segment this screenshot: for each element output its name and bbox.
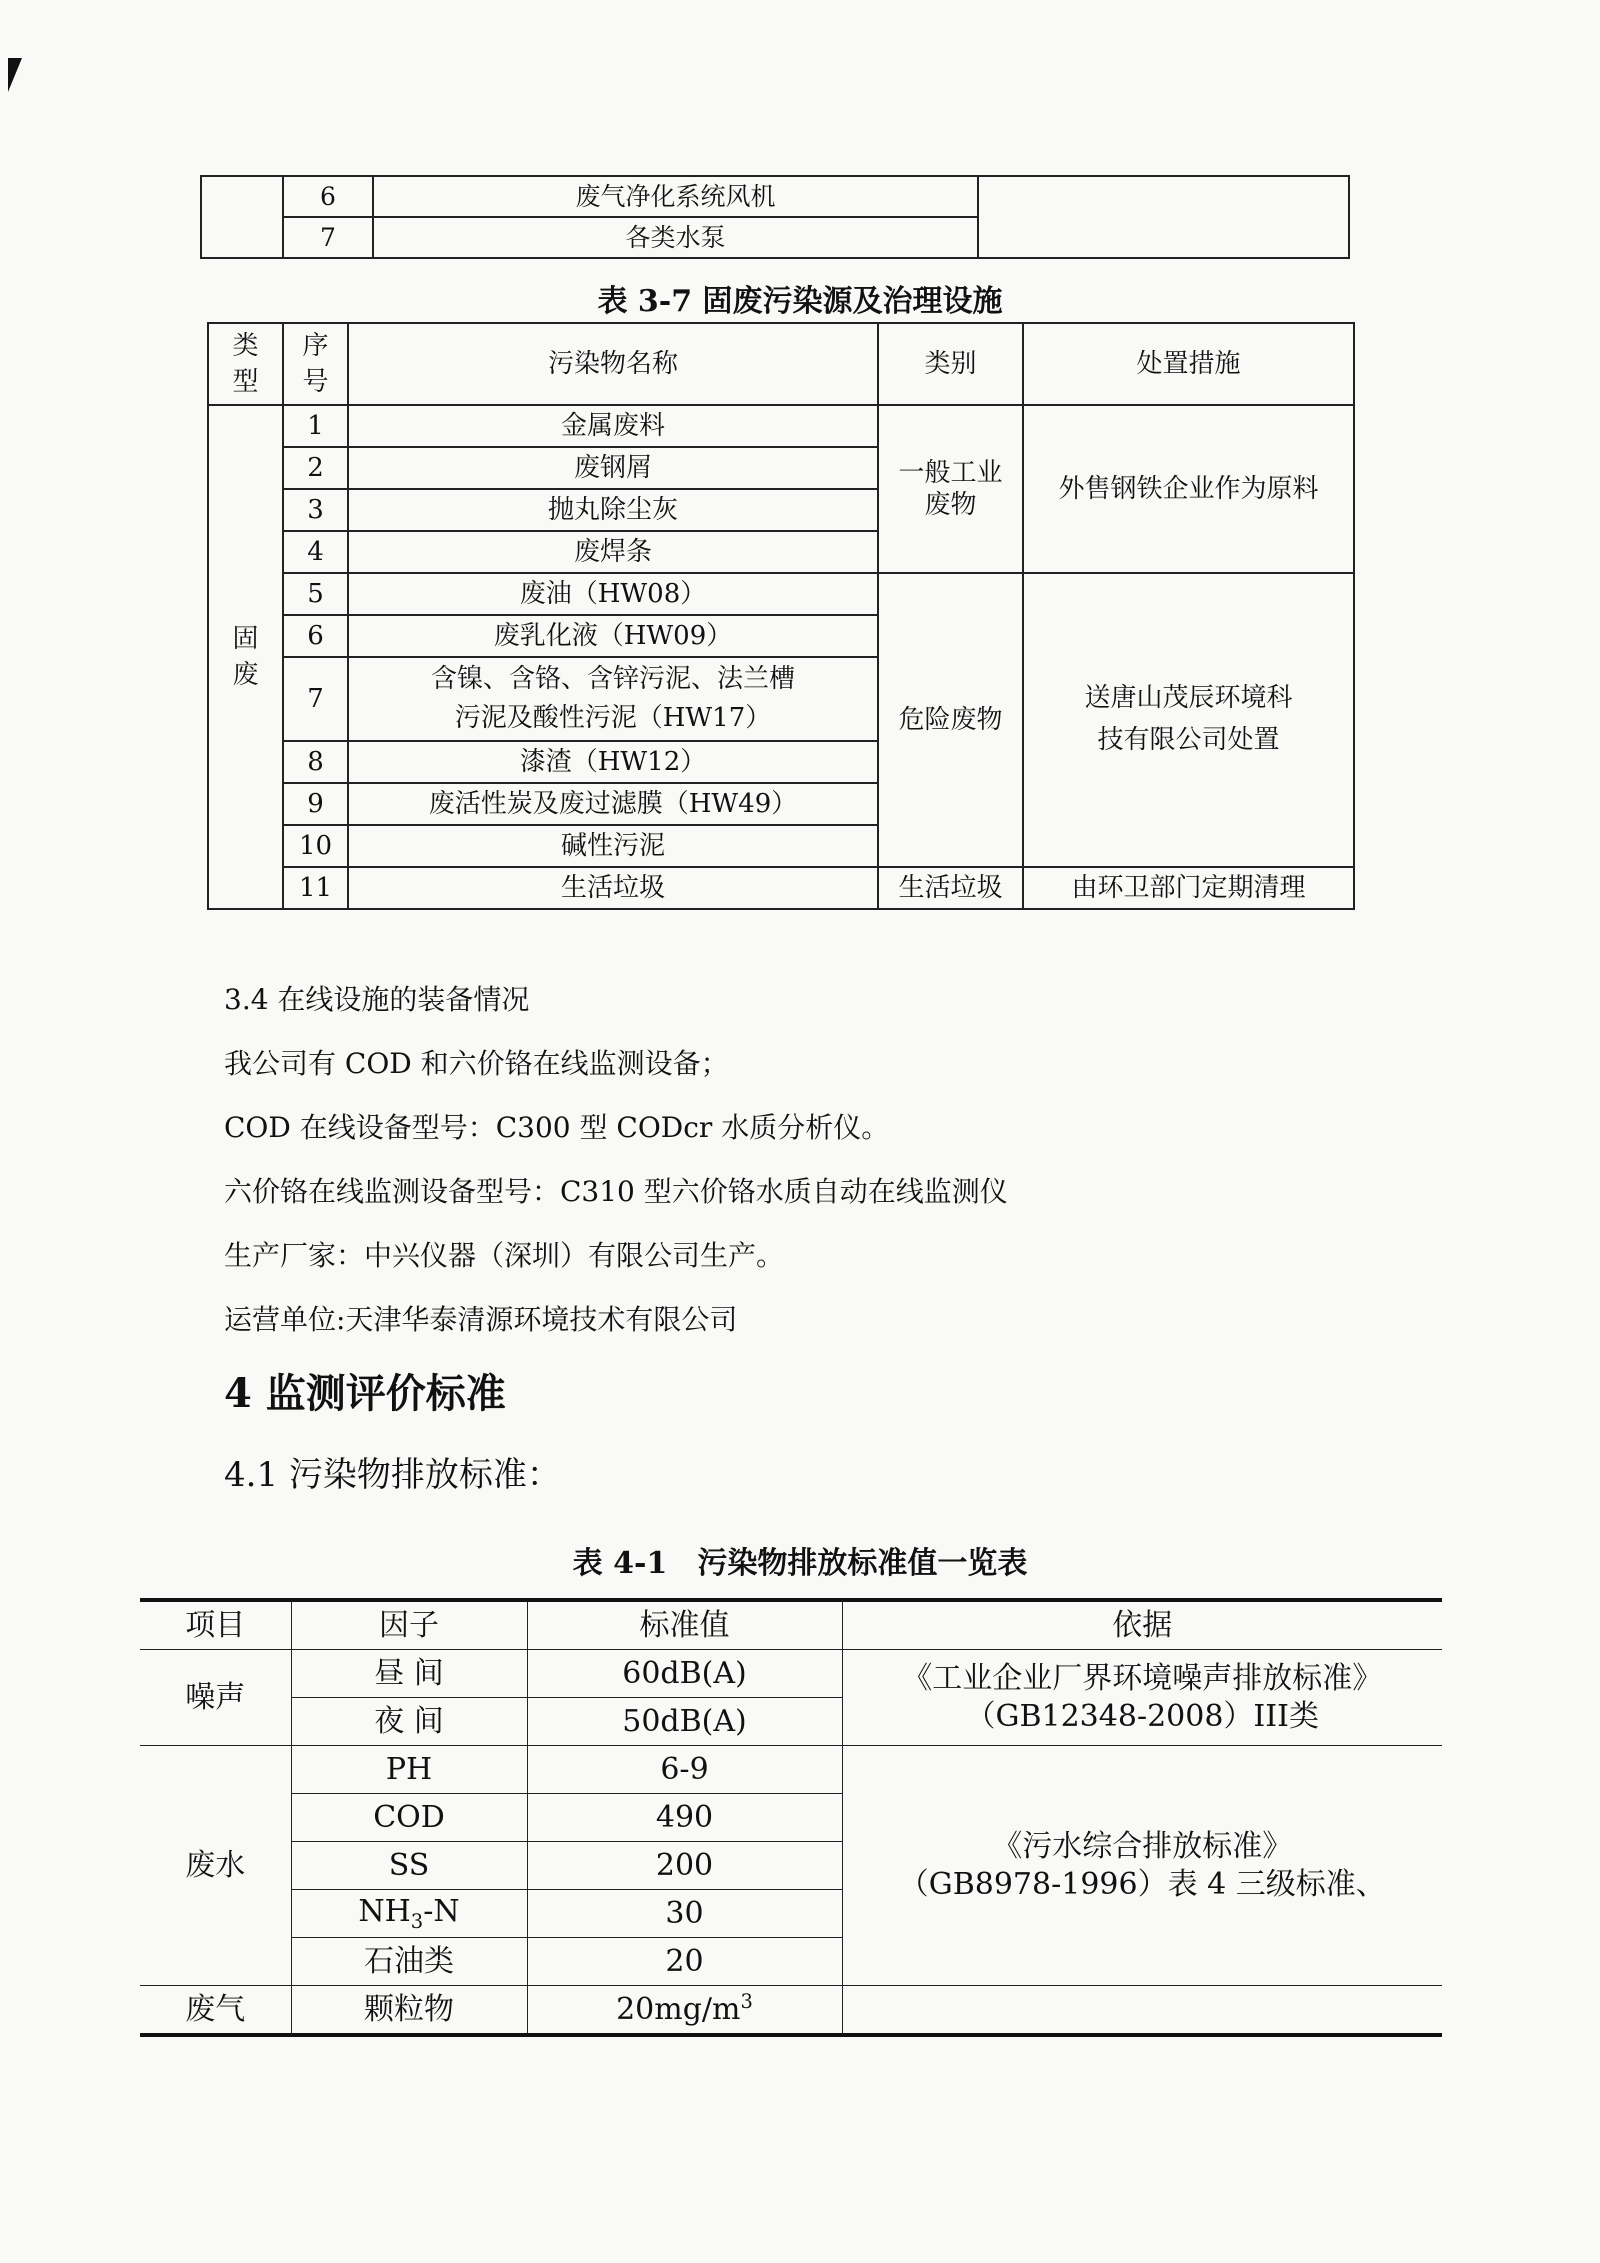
value-cell: 200	[527, 1842, 842, 1890]
waste-name: 废乳化液（HW09）	[348, 615, 878, 657]
header-disposal: 处置措施	[1023, 323, 1354, 405]
table-header-row	[140, 1600, 1442, 1650]
value-cell: 6-9	[527, 1746, 842, 1794]
category-cell: 一般工业废物	[878, 405, 1023, 573]
table-row	[208, 405, 1354, 447]
paragraph-line: 我公司有 COD 和六价铬在线监测设备；	[224, 1047, 729, 1080]
table-header-row	[208, 323, 1354, 405]
section-3-4-heading: 3.4 在线设施的装备情况	[224, 983, 530, 1016]
row-number: 9	[283, 783, 348, 825]
header-category: 类别	[878, 323, 1023, 405]
table-row	[140, 1746, 1442, 1794]
value-cell: 60dB(A)	[527, 1650, 842, 1698]
table-row	[201, 176, 1349, 217]
item-cell: 噪声	[140, 1650, 291, 1746]
row-number: 1	[283, 405, 348, 447]
equipment-name: 废气净化系统风机	[373, 176, 978, 217]
paragraph-line: COD 在线设备型号：C300 型 CODcr 水质分析仪。	[224, 1111, 890, 1144]
value-cell: 50dB(A)	[527, 1698, 842, 1746]
item-cell: 废气	[140, 1986, 291, 2036]
category-cell: 生活垃圾	[878, 867, 1023, 909]
row-number: 7	[283, 217, 373, 258]
category-cell: 危险废物	[878, 573, 1023, 867]
header-factor: 因子	[291, 1600, 527, 1650]
row-number: 5	[283, 573, 348, 615]
factor-cell: SS	[291, 1842, 527, 1890]
waste-name: 废活性炭及废过滤膜（HW49）	[348, 783, 878, 825]
row-number: 11	[283, 867, 348, 909]
basis-line: （GB8978-1996）表 4 三级标准、	[898, 1866, 1386, 1902]
factor-cell: $NH_3-N$	[291, 1890, 527, 1938]
row-number: 7	[283, 657, 348, 741]
waste-name: 生活垃圾	[348, 867, 878, 909]
header-type: 类型	[208, 323, 283, 405]
row-number: 10	[283, 825, 348, 867]
table-cell	[201, 176, 283, 258]
row-number: 3	[283, 489, 348, 531]
waste-name: 碱性污泥	[348, 825, 878, 867]
value-cell: $20mg/m^3$	[527, 1986, 842, 2036]
row-number: 2	[283, 447, 348, 489]
factor-cell: COD	[291, 1794, 527, 1842]
waste-name: 废焊条	[348, 531, 878, 573]
table-3-6-continuation	[200, 175, 1350, 259]
section-4-heading: 4 监测评价标准	[224, 1370, 506, 1417]
basis-cell	[842, 1986, 1442, 2036]
table-row	[208, 867, 1354, 909]
waste-name: 抛丸除尘灰	[348, 489, 878, 531]
basis-line: （GB12348-2008）III类	[965, 1698, 1319, 1734]
table-row	[208, 573, 1354, 615]
waste-name: 漆渣（HW12）	[348, 741, 878, 783]
value-cell: 490	[527, 1794, 842, 1842]
table-4-1	[140, 1598, 1442, 2037]
factor-cell: 夜 间	[291, 1698, 527, 1746]
basis-cell	[842, 1746, 1442, 1986]
disposal-cell: 由环卫部门定期清理	[1023, 867, 1354, 909]
row-number: 6	[283, 615, 348, 657]
basis-line: 《工业企业厂界环境噪声排放标准》	[902, 1661, 1383, 1696]
disposal-cell: 外售钢铁企业作为原料	[1023, 405, 1354, 573]
table-4-1-caption: 表 4-1 污染物排放标准值一览表	[572, 1546, 1028, 1581]
header-name: 污染物名称	[348, 323, 878, 405]
type-cell: 固废	[208, 405, 283, 909]
waste-name: 金属废料	[348, 405, 878, 447]
row-number: 6	[283, 176, 373, 217]
factor-cell: 石油类	[291, 1938, 527, 1986]
section-4-1-heading: 4.1 污染物排放标准：	[224, 1455, 561, 1495]
value-cell: 30	[527, 1890, 842, 1938]
paragraph-line: 运营单位:天津华泰清源环境技术有限公司	[224, 1303, 738, 1336]
item-cell: 废水	[140, 1746, 291, 1986]
value-cell: 20	[527, 1938, 842, 1986]
disposal-cell: 送唐山茂辰环境科技有限公司处置	[1023, 573, 1354, 867]
basis-line: 《污水综合排放标准》	[992, 1829, 1293, 1864]
row-number: 4	[283, 531, 348, 573]
waste-name: 废油（HW08）	[348, 573, 878, 615]
paragraph-line: 六价铬在线监测设备型号：C310 型六价铬水质自动在线监测仪	[224, 1175, 1008, 1208]
header-no: 序号	[283, 323, 348, 405]
header-item: 项目	[140, 1600, 291, 1650]
header-basis: 依据	[842, 1600, 1442, 1650]
waste-name: 含镍、含铬、含锌污泥、法兰槽污泥及酸性污泥（HW17）	[348, 657, 878, 741]
paragraph-line: 生产厂家：中兴仪器（深圳）有限公司生产。	[224, 1239, 785, 1272]
basis-cell	[842, 1650, 1442, 1746]
table-3-7	[207, 322, 1355, 910]
factor-cell: 颗粒物	[291, 1986, 527, 2036]
row-number: 8	[283, 741, 348, 783]
table-row	[140, 1986, 1442, 2036]
factor-cell: 昼 间	[291, 1650, 527, 1698]
header-value: 标准值	[527, 1600, 842, 1650]
equipment-name: 各类水泵	[373, 217, 978, 258]
table-row	[140, 1650, 1442, 1698]
table-3-7-caption: 表 3-7 固废污染源及治理设施	[597, 284, 1003, 319]
factor-cell: PH	[291, 1746, 527, 1794]
scan-corner-mark	[8, 58, 22, 92]
waste-name: 废钢屑	[348, 447, 878, 489]
table-cell	[978, 176, 1349, 258]
